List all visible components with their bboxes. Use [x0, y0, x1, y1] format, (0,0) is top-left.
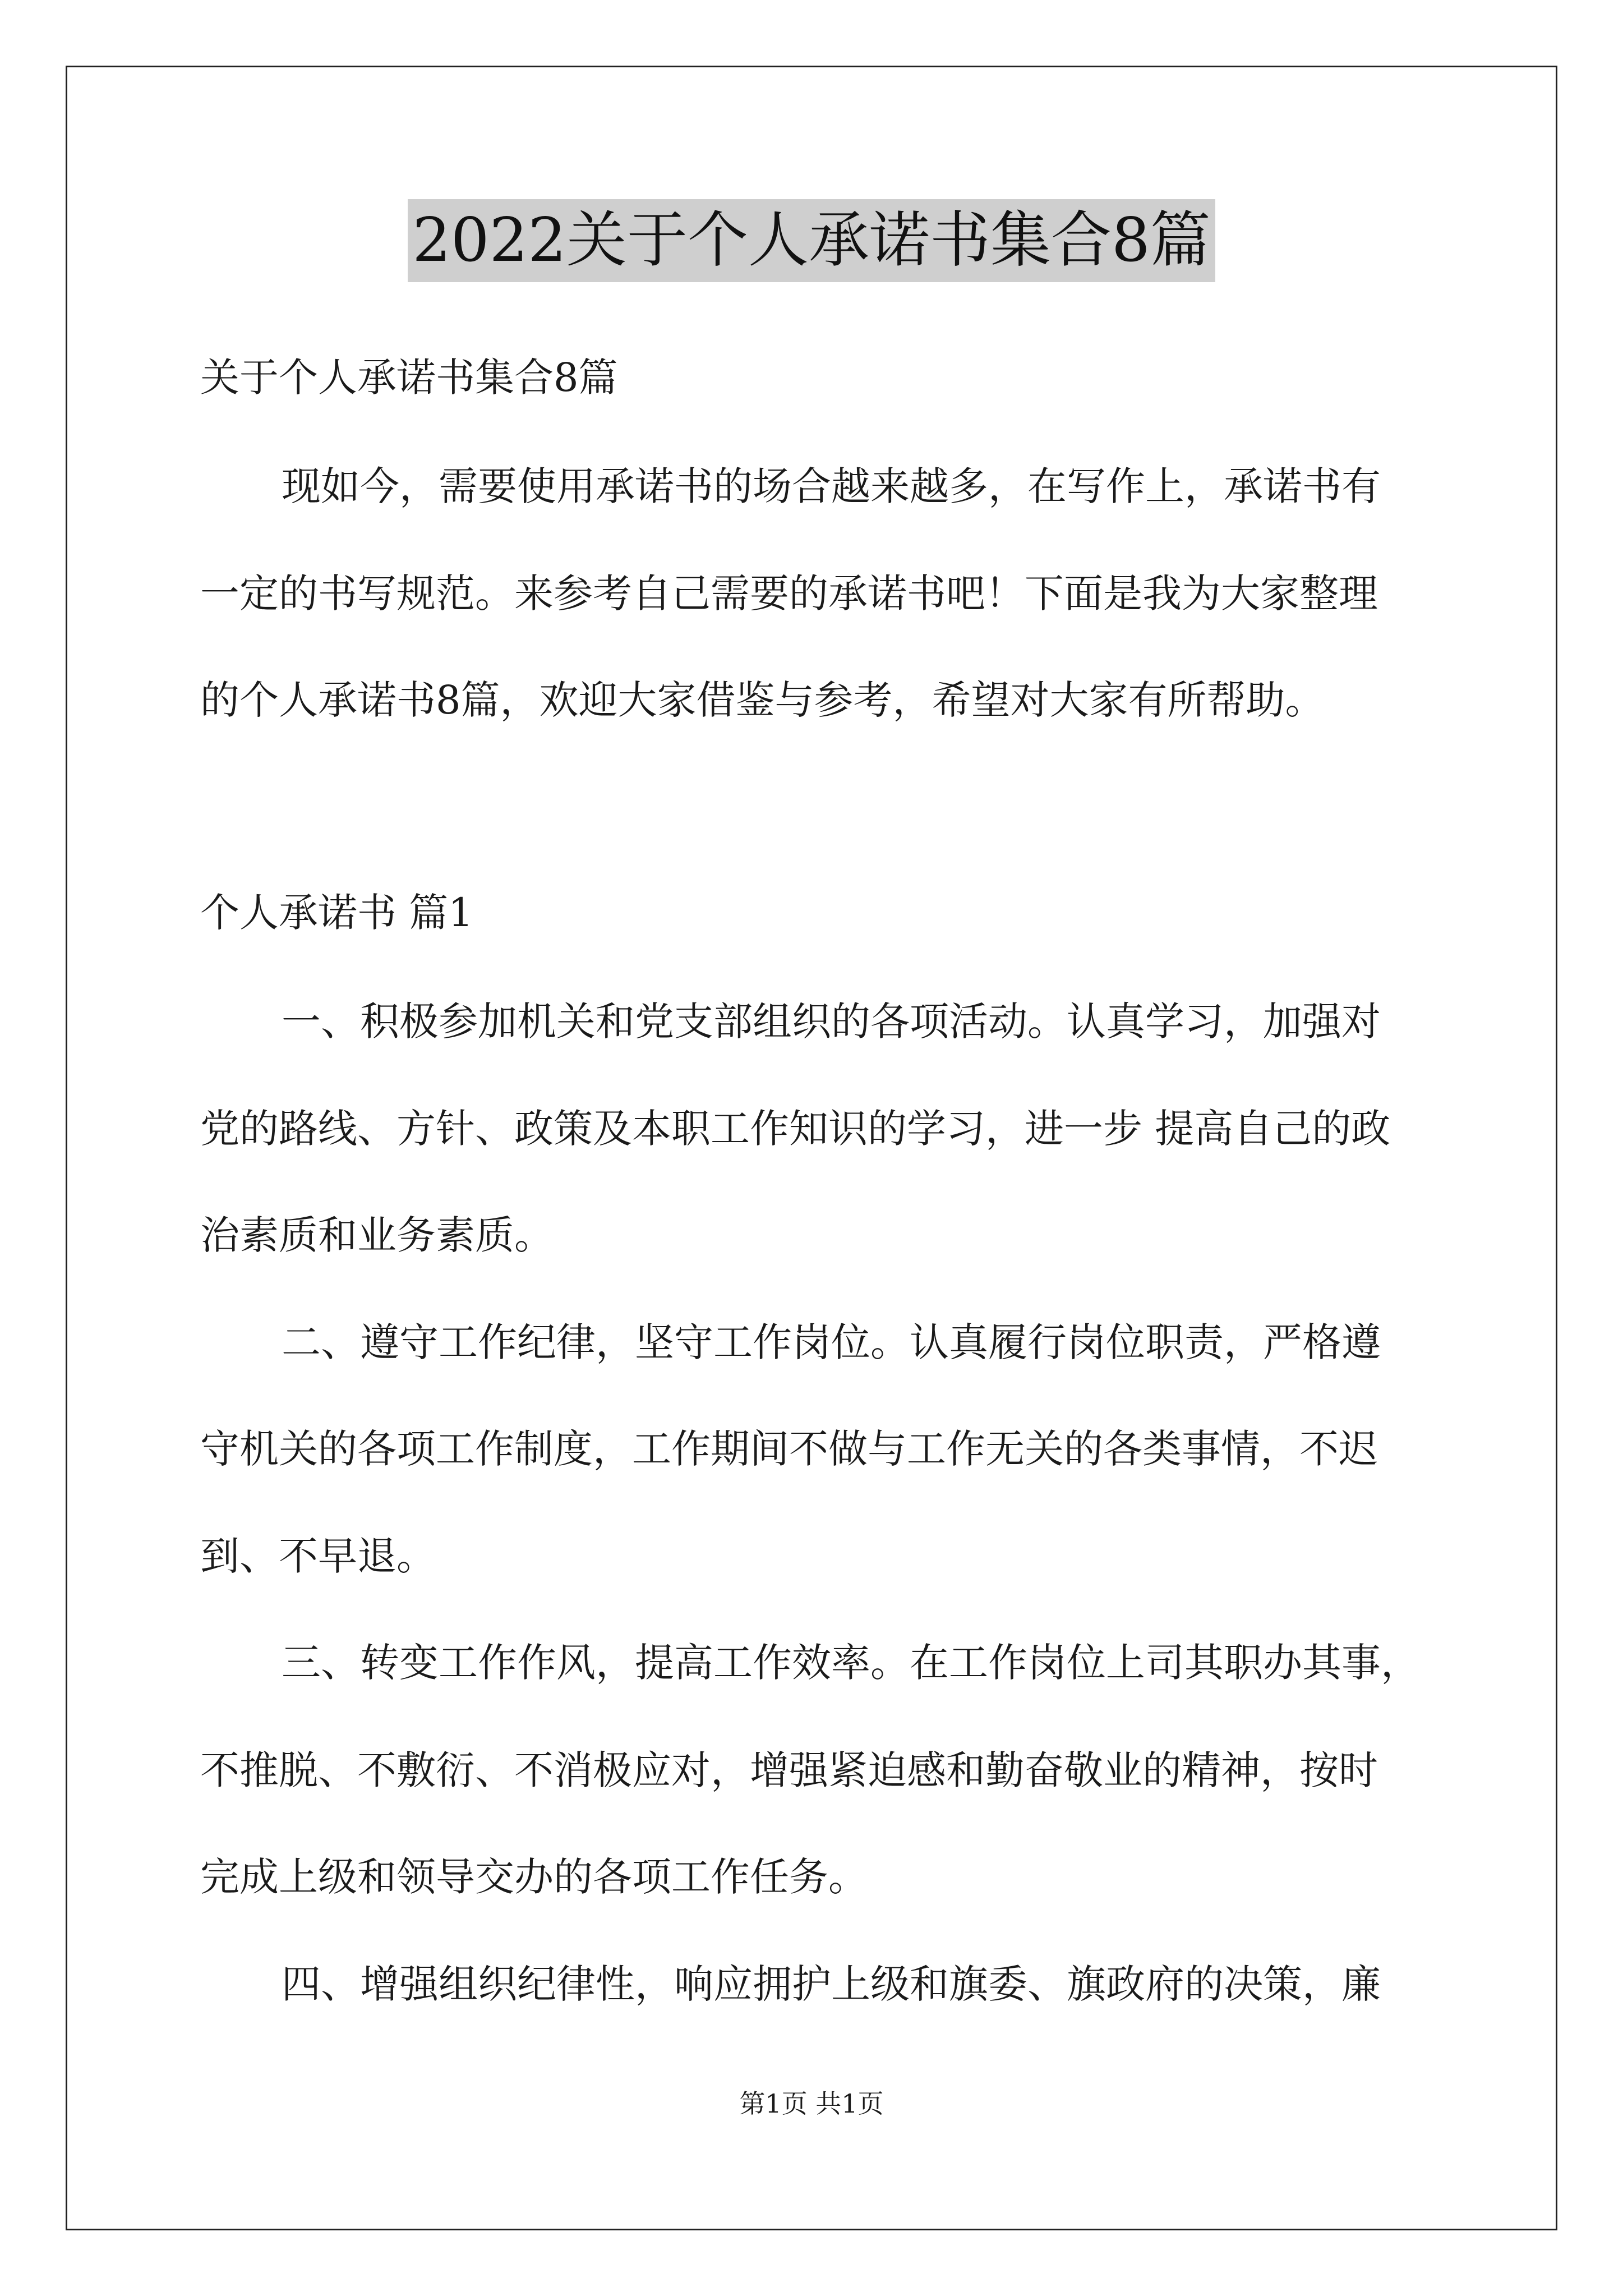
page-footer: 第1页 共1页 — [739, 2088, 884, 2119]
intro-line: 现如今，需要使用承诺书的场合越来越多，在写作上，承诺书有 — [282, 463, 1381, 509]
body-line: 完成上级和领导交办的各项工作任务。 — [200, 1854, 868, 1900]
body-line: 四、增强组织纪律性，响应拥护上级和旗委、旗政府的决策，廉 — [282, 1961, 1381, 2007]
intro-line: 一定的书写规范。来参考自己需要的承诺书吧！下面是我为大家整理 — [200, 570, 1378, 616]
document-subtitle: 关于个人承诺书集合8篇 — [200, 355, 618, 401]
body-line: 三、转变工作作风，提高工作效率。在工作岗位上司其职办其事， — [282, 1640, 1420, 1686]
section-heading: 个人承诺书 篇1 — [200, 890, 473, 936]
body-line: 治素质和业务素质。 — [200, 1212, 554, 1258]
body-line: 到、不早退。 — [200, 1533, 436, 1579]
body-line: 守机关的各项工作制度，工作期间不做与工作无关的各类事情，不迟 — [200, 1426, 1378, 1472]
document-title — [0, 199, 1623, 282]
body-line: 一、积极参加机关和党支部组织的各项活动。认真学习，加强对 — [282, 999, 1381, 1045]
intro-line: 的个人承诺书8篇，欢迎大家借鉴与参考，希望对大家有所帮助。 — [200, 677, 1325, 723]
body-line: 不推脱、不敷衍、不消极应对，增强紧迫感和勤奋敬业的精神，按时 — [200, 1747, 1378, 1793]
body-line: 二、遵守工作纪律，坚守工作岗位。认真履行岗位职责，严格遵 — [282, 1319, 1381, 1365]
document-title-text: 2022关于个人承诺书集合8篇 — [408, 199, 1215, 282]
body-line: 党的路线、方针、政策及本职工作知识的学习，进一步 提高自己的政 — [200, 1106, 1391, 1152]
